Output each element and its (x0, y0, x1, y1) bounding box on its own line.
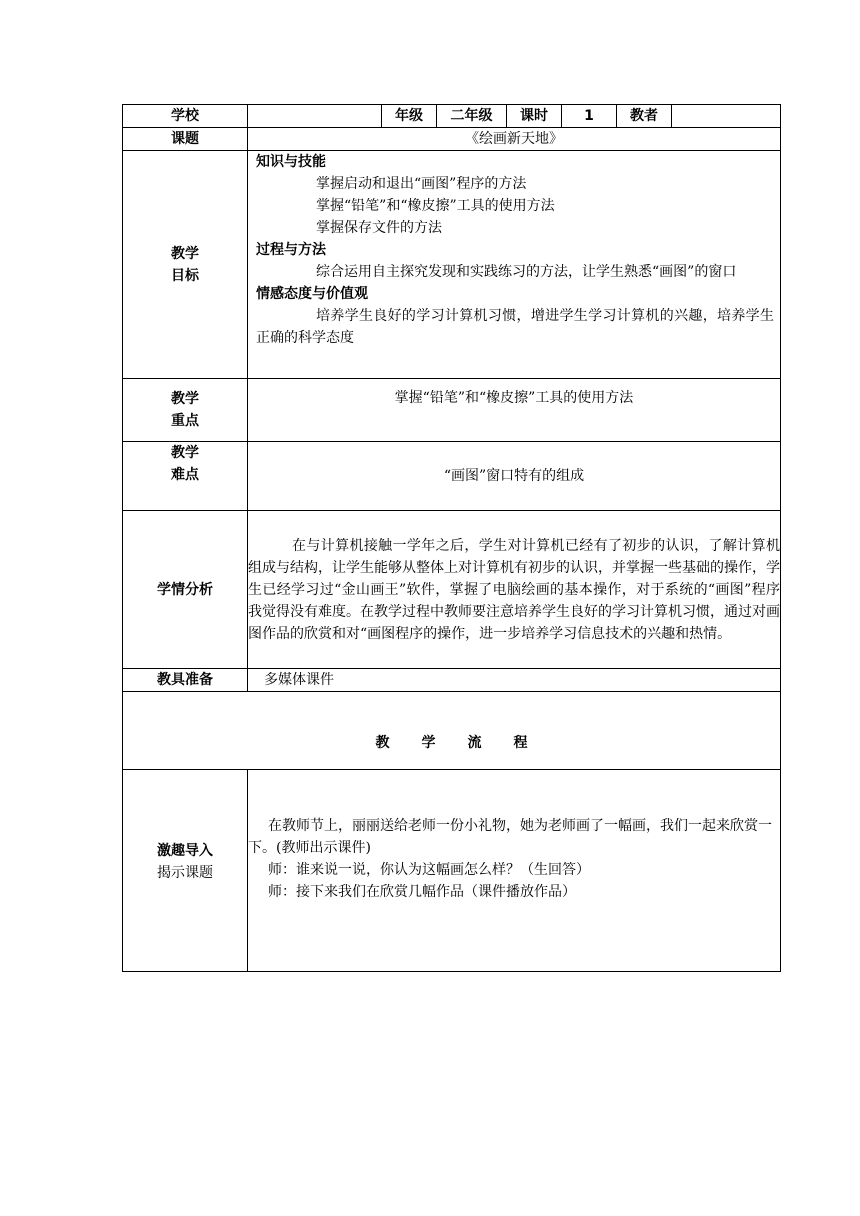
grade-value: 二年级 (437, 105, 507, 128)
attitude-heading: 情感态度与价值观 (256, 286, 368, 302)
period-label: 课时 (507, 105, 562, 128)
teacher-value (672, 105, 781, 128)
period-value: 1 (562, 105, 617, 128)
objectives-label (123, 151, 248, 379)
flow-title-char: 学 (421, 734, 436, 751)
school-value (248, 105, 382, 128)
difficulties-label-line1: 教学 (171, 445, 199, 461)
intro-label (123, 770, 248, 972)
difficulties-row (123, 442, 781, 511)
knowledge-item: 掌握启动和退出“画图”程序的方法 (316, 176, 527, 192)
objectives-label-line2: 目标 (171, 267, 199, 284)
difficulties-value: “画图”窗口特有的组成 (248, 442, 781, 511)
intro-content (248, 770, 781, 972)
analysis-label: 学情分析 (123, 511, 248, 669)
process-text: 综合运用自主探究发现和实践练习的方法，让学生熟悉“画图”的窗口 (316, 264, 737, 280)
topic-row (123, 128, 781, 151)
materials-value: 多媒体课件 (248, 669, 781, 692)
knowledge-heading: 知识与技能 (256, 154, 326, 170)
attitude-text: 培养学生良好的学习计算机习惯，增进学生学习计算机的兴趣，培养学生正确的科学态度 (256, 308, 774, 346)
intro-label-plain: 揭示课题 (157, 865, 213, 881)
analysis-text: 在与计算机接触一学年之后，学生对计算机已经有了初步的认识，了解计算机组成与结构，让学生能够从整体上对计算机有初步的认识，并掌握一些基础的操作，学生已经学习过“金山画王”软件，掌握了电脑绘画的基本操作，对于系统的“画图”程序我觉得没有难度。在教学过程中教师要注意培养学生良好的学习计算机习惯，通过对画图作品的欣赏和对“画图程序的操作，进一步培养学习信息技术的兴趣和热情。 (248, 511, 781, 669)
flow-title-char: 流 (467, 734, 482, 751)
intro-line: 师：接下来我们在欣赏几幅作品（课件播放作品） (268, 884, 576, 900)
materials-label: 教具准备 (123, 669, 248, 692)
topic-value: 《绘画新天地》 (248, 128, 781, 151)
intro-row (123, 770, 781, 972)
key-points-label-line1: 教学 (171, 391, 199, 407)
teacher-label: 教者 (617, 105, 672, 128)
flow-title-row (123, 692, 781, 770)
flow-title (123, 692, 781, 770)
process-heading: 过程与方法 (256, 242, 326, 258)
difficulties-label (123, 442, 248, 511)
key-points-value: 掌握“铅笔”和“橡皮擦”工具的使用方法 (248, 379, 781, 442)
flow-title-char: 教 (375, 734, 390, 751)
key-points-row (123, 379, 781, 442)
key-points-label (123, 379, 248, 442)
objectives-row (123, 151, 781, 379)
materials-row (123, 669, 781, 692)
grade-label: 年级 (382, 105, 437, 128)
topic-label: 课题 (123, 128, 248, 151)
header-row (123, 105, 781, 128)
intro-line: 在教师节上，丽丽送给老师一份小礼物，她为老师画了一幅画，我们一起来欣赏一下。(教师出示课件) (248, 818, 772, 856)
flow-title-char: 程 (513, 734, 528, 751)
analysis-row (123, 511, 781, 669)
knowledge-item: 掌握“铅笔”和“橡皮擦”工具的使用方法 (316, 198, 555, 214)
lesson-plan-table (122, 104, 781, 972)
key-points-label-line2: 重点 (171, 413, 199, 429)
knowledge-item: 掌握保存文件的方法 (316, 220, 442, 236)
intro-label-bold: 激趣导入 (157, 843, 213, 859)
difficulties-label-line2: 难点 (171, 467, 199, 483)
objectives-label-line1: 教学 (171, 245, 199, 262)
intro-line: 师：谁来说一说，你认为这幅画怎么样？（生回答） (268, 862, 590, 878)
objectives-content (248, 151, 781, 379)
school-label: 学校 (123, 105, 248, 128)
